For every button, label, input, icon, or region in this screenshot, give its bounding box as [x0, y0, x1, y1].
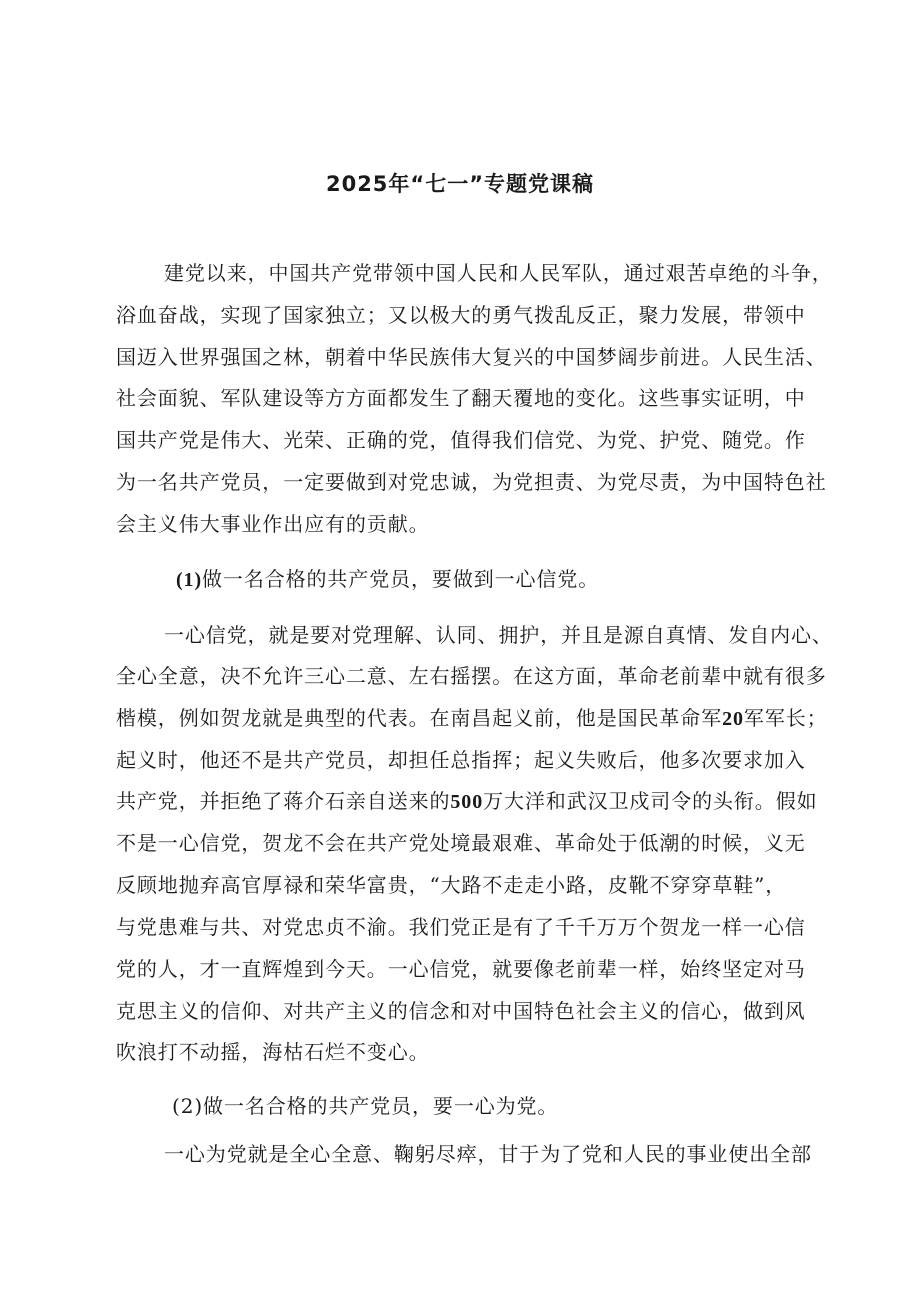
paragraph-line: 一心为党就是全心全意、鞠躬尽瘁，甘于为了党和人民的事业使出全部	[164, 1142, 812, 1166]
document-title: 2025年“七一”专题党课稿	[325, 172, 595, 196]
section-heading-1	[176, 565, 599, 594]
paragraph-line: 全心全意，决不允许三心二意、左右摇摆。在这方面，革命老前辈中就有很多	[116, 664, 827, 688]
money-number: 500	[450, 791, 484, 813]
line-text: 共产党，并拒绝了蒋介石亲自送来的	[116, 789, 451, 813]
line-text: 万大洋和武汉卫戍司令的头衔。假如	[483, 789, 818, 813]
paragraph-line: 会主义伟大事业作出应有的贡献。	[116, 512, 430, 536]
paragraph-line: 国迈入世界强国之林，朝着中华民族伟大复兴的中国梦阔步前进。人民生活、	[116, 345, 827, 369]
paragraph-line: 克思主义的信仰、对共产主义的信念和对中国特色社会主义的信心，做到风	[116, 999, 806, 1023]
paragraph-line	[116, 704, 828, 733]
paragraph-line: 党的人，才一直辉煌到今天。一心信党，就要像老前辈一样，始终坚定对马	[116, 957, 806, 981]
paragraph-line: 起义时，他还不是共产党员，却担任总指挥；起义失败后，他多次要求加入	[116, 748, 806, 772]
paragraph-line: 浴血奋战，实现了国家独立；又以极大的勇气拨乱反正，聚力发展，带领中	[116, 303, 806, 327]
paragraph-line: 国共产党是伟大、光荣、正确的党，值得我们信党、为党、护党、随党。作	[116, 428, 806, 452]
section-number-2: (2)	[172, 1094, 204, 1118]
paragraph-line: 一心信党，就是要对党理解、认同、拥护，并且是源自真情、发自内心、	[164, 623, 833, 647]
paragraph-line: 与党患难与共、对党忠贞不渝。我们党正是有了千千万万个贺龙一样一心信	[116, 915, 806, 939]
paragraph-line: 社会面貌、军队建设等方方面都发生了翻天覆地的变化。这些事实证明，中	[116, 386, 806, 410]
paragraph-line: 吹浪打不动摇，海枯石烂不变心。	[116, 1040, 430, 1064]
paragraph-line	[116, 787, 818, 816]
section-heading-2	[172, 1092, 558, 1120]
paragraph-line: 不是一心信党，贺龙不会在共产党处境最艰难、革命处于低潮的时候，义无	[116, 831, 806, 855]
section-number-1: (1)	[176, 569, 203, 591]
line-text: 楷模，例如贺龙就是典型的代表。在南昌起义前，他是国民革命军	[116, 706, 723, 730]
paragraph-line: 建党以来，中国共产党带领中国人民和人民军队，通过艰苦卓绝的斗争，	[164, 261, 833, 285]
section-heading-1-text: 做一名合格的共产党员，要做到一心信党。	[202, 567, 600, 591]
army-number: 20	[722, 708, 744, 730]
section-heading-2-text: 做一名合格的共产党员，要一心为党。	[203, 1094, 559, 1118]
paragraph-line: 为一名共产党员，一定要做到对党忠诚，为党担责、为党尽责，为中国特色社	[116, 470, 827, 494]
line-text: 军军长；	[743, 706, 828, 730]
paragraph-line: 反顾地抛弃高官厚禄和荣华富贵，“大路不走走小路，皮靴不穿穿草鞋”，	[116, 873, 787, 897]
